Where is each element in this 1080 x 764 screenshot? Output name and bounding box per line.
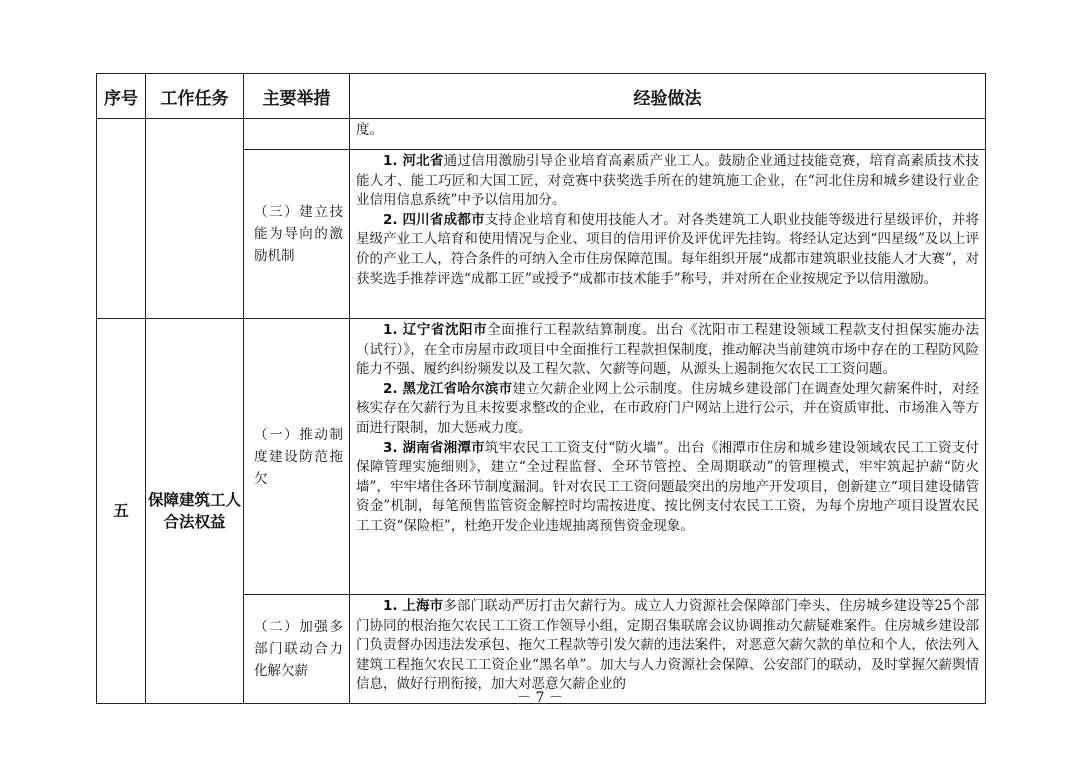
experience-table	[96, 73, 985, 704]
header-seq: 序号	[97, 74, 146, 119]
measure-cell	[244, 119, 350, 150]
measure-cell: （一）推动制度建设防范拖欠	[244, 319, 350, 595]
experience-cell	[350, 150, 986, 319]
experience-paragraph	[356, 121, 979, 141]
table	[96, 73, 986, 704]
experience-paragraph	[356, 211, 979, 289]
region-name: 1. 河北省	[383, 153, 444, 169]
region-name: 2. 黑龙江省哈尔滨市	[383, 380, 513, 397]
region-name: 2. 四川省成都市	[383, 211, 485, 228]
measure-cell: （二）加强多部门联动合力化解欠薪	[244, 595, 350, 704]
task-cell	[146, 119, 244, 319]
experience-cell	[350, 119, 986, 150]
header-measure: 主要举措	[244, 74, 350, 119]
region-name: 1. 上海市	[383, 598, 444, 614]
region-name: 3. 湖南省湘潭市	[383, 439, 485, 456]
paragraph-text: 筑牢农民工工资支付“防火墙”。出台《湘潭市住房和城乡建设领域农民工工资支付保障管理实施细则》，建立“全过程监督、全环节管控、全周期联动”的管理模式，牢牢筑起护薪“防火墙”，牢牢堵住各环节制度漏洞。针对农民工工资问题最突出的房地产开发项目，创新建立“项目建设储管资金”机制，每笔预售监管资金解控时均需按进度、按比例支付农民工工资，为每个房地产项目设置农民工工资“保险柜”，杜绝开发企业违规抽离预售资金现象。	[356, 439, 979, 534]
experience-paragraph	[356, 439, 979, 537]
paragraph-text: 全面推行工程款结算制度。出台《沈阳市工程建设领域工程款支付担保实施办法（试行）》，在全市房屋市政项目中全面推行工程款担保制度，推动解决当前建筑市场中存在的工程防风险能力不强、履约纠纷频发以及工程欠款、欠薪等问题，从源头上遏制拖欠农民工工资问题。	[356, 322, 979, 378]
table-row	[97, 119, 986, 150]
header-task: 工作任务	[146, 74, 244, 119]
paragraph-text: 建立欠薪企业网上公示制度。住房城乡建设部门在调查处理欠薪案件时，对经核实存在欠薪行为且未按要求整改的企业，在市政府门户网站上进行公示，并在资质审批、市场准入等方面进行限制，加大惩戒力度。	[356, 380, 980, 436]
paragraph-text: 度。	[356, 122, 383, 138]
header-experience: 经验做法	[350, 74, 986, 119]
experience-paragraph	[356, 321, 979, 380]
experience-paragraph	[356, 597, 979, 695]
measure-cell: （三）建立技能为导向的激励机制	[244, 150, 350, 319]
table-row	[97, 319, 986, 595]
region-name: 1. 辽宁省沈阳市	[383, 322, 488, 338]
paragraph-text: 通过信用激励引导企业培育高素质产业工人。鼓励企业通过技能竞赛，培育高素质技术技能人才、能工巧匠和大国工匠，对竞赛中获奖选手所在的建筑施工企业，在“河北住房和城乡建设行业企业信用信息系统”中予以信用加分。	[356, 153, 979, 209]
task-cell: 保障建筑工人合法权益	[146, 319, 244, 704]
paragraph-text: 多部门联动严厉打击欠薪行为。成立人力资源社会保障部门牵头、住房城乡建设等25个部门协同的根治拖欠农民工工资工作领导小组，定期召集联席会议协调推动欠薪疑难案件。住房城乡建设部门负责督办因违法发承包、拖欠工程款等引发欠薪的违法案件，对恶意欠薪欠款的单位和个人，依法列入建筑工程拖欠农民工工资企业“黑名单”。加大与人力资源社会保障、公安部门的联动，及时掌握欠薪舆情信息，做好行刑衔接，加大对恶意欠薪企业的	[356, 598, 979, 693]
experience-cell	[350, 319, 986, 595]
seq-cell: 五	[97, 319, 146, 704]
experience-paragraph	[356, 380, 979, 439]
header-row	[97, 74, 986, 119]
experience-paragraph	[356, 152, 979, 211]
paragraph-text: 支持企业培育和使用技能人才。对各类建筑工人职业技能等级进行星级评价，并将星级产业工人培育和使用情况与企业、项目的信用评价及评优评先挂钩。将经认定达到“四星级”及以上评价的产业工人，符合条件的可纳入全市住房保障范围。每年组织开展“成都市建筑职业技能人才大赛”，对获奖选手推荐评选“成都工匠”或授予“成都市技术能手”称号，并对所在企业按规定予以信用激励。	[356, 211, 979, 287]
seq-cell	[97, 119, 146, 319]
page-number: － 7 －	[517, 690, 563, 706]
